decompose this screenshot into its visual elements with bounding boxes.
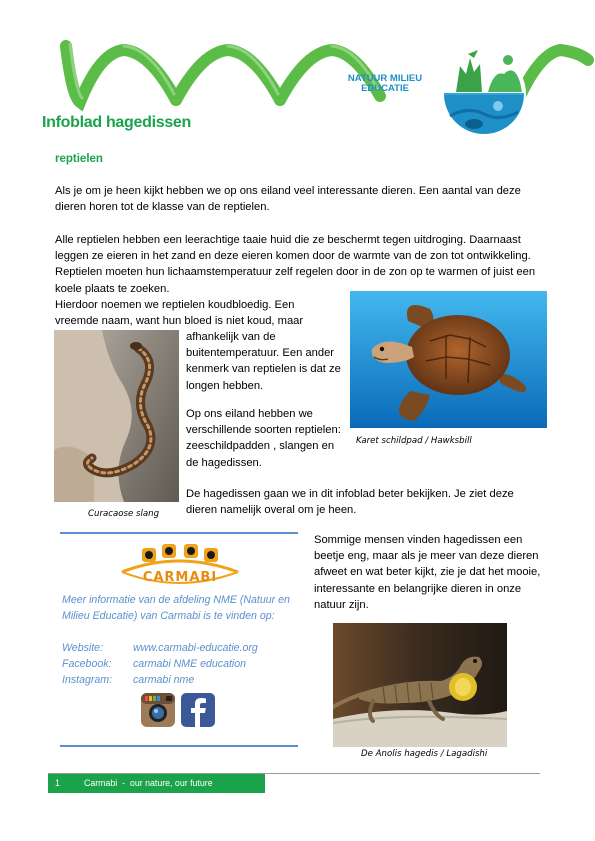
paragraph-opinion: Sommige mensen vinden hagedissen een beetje eng, maar als je meer van deze dieren afweet en wat beter kijkt, zie je dat het mooie, interessante en belangrijke dieren in onze natuur zijn. — [314, 534, 541, 611]
info-box-intro: Meer informatie van de afdeling NME (Natuur en Milieu Educatie) van Carmabi is te vinden op: — [62, 594, 290, 622]
nme-logo-icon — [438, 44, 530, 140]
footer-bar — [48, 774, 265, 793]
anolis-caption: De Anolis hagedis / Lagadishi — [361, 749, 488, 759]
info-row-facebook-label: Facebook: — [62, 658, 112, 670]
logo-line-1: NATUUR MILIEU — [347, 73, 423, 84]
paragraph-coldblooded: Hierdoor noemen we reptielen koudbloedig. Een vreemde naam, want hun bloed is niet koud, maar — [55, 299, 304, 328]
snake-photo — [54, 330, 179, 502]
section-title: reptielen — [55, 153, 103, 165]
turtle-photo — [350, 291, 547, 428]
turtle-caption: Karet schildpad / Hawksbill — [356, 436, 472, 446]
footer-page-number: 1 — [55, 778, 60, 788]
paragraph-lizards: De hagedissen gaan we in dit infoblad beter bekijken. Je ziet deze dieren namelijk overal om je heen. — [186, 488, 514, 517]
paragraph-reptiles-skin: Alle reptielen hebben een leerachtige taaie huid die ze beschermt tegen uitdroging. Daarnaast leggen ze eieren in het zand en deze eieren komen door de warmte van de zon tot ontwikkeling. Reptielen moeten hun lichaamstemperatuur zelf regelen door in de zon op te warmen of juist een koele plaats te zoeken. — [55, 234, 536, 295]
logo-text — [334, 74, 436, 94]
paragraph-lungs: afhankelijk van de buitentemperatuur. Een ander kenmerk van reptielen is dat ze longen hebben. — [186, 331, 341, 392]
info-row-instagram-label: Instagram: — [62, 674, 113, 686]
logo-line-2: EDUCATIE — [361, 83, 409, 94]
paragraph-intro: Als je om je heen kijkt hebben we op ons eiland veel interessante dieren. Een aantal van deze dieren horen tot de klasse van de reptielen. — [55, 185, 521, 214]
page-title: Infoblad hagedissen — [42, 114, 191, 131]
info-row-facebook-link[interactable]: carmabi NME education — [133, 658, 247, 670]
info-box-top-rule — [60, 532, 298, 534]
info-row-website-label: Website: — [62, 642, 104, 654]
paragraph-species: Op ons eiland hebben we verschillende soorten reptielen: zeeschildpadden , slangen en de hagedissen. — [186, 408, 341, 469]
snake-caption: Curacaose slang — [88, 509, 160, 519]
info-row-instagram-link[interactable]: carmabi nme — [133, 674, 195, 686]
info-box-bottom-rule — [60, 745, 298, 747]
footer-text: Carmabi - our nature, our future — [84, 778, 213, 788]
carmabi-brand: CARMABI — [142, 570, 218, 585]
instagram-icon[interactable] — [141, 693, 175, 727]
anolis-photo — [333, 623, 507, 747]
info-row-website-link[interactable]: www.carmabi-educatie.org — [133, 642, 258, 654]
facebook-icon[interactable] — [181, 693, 215, 727]
